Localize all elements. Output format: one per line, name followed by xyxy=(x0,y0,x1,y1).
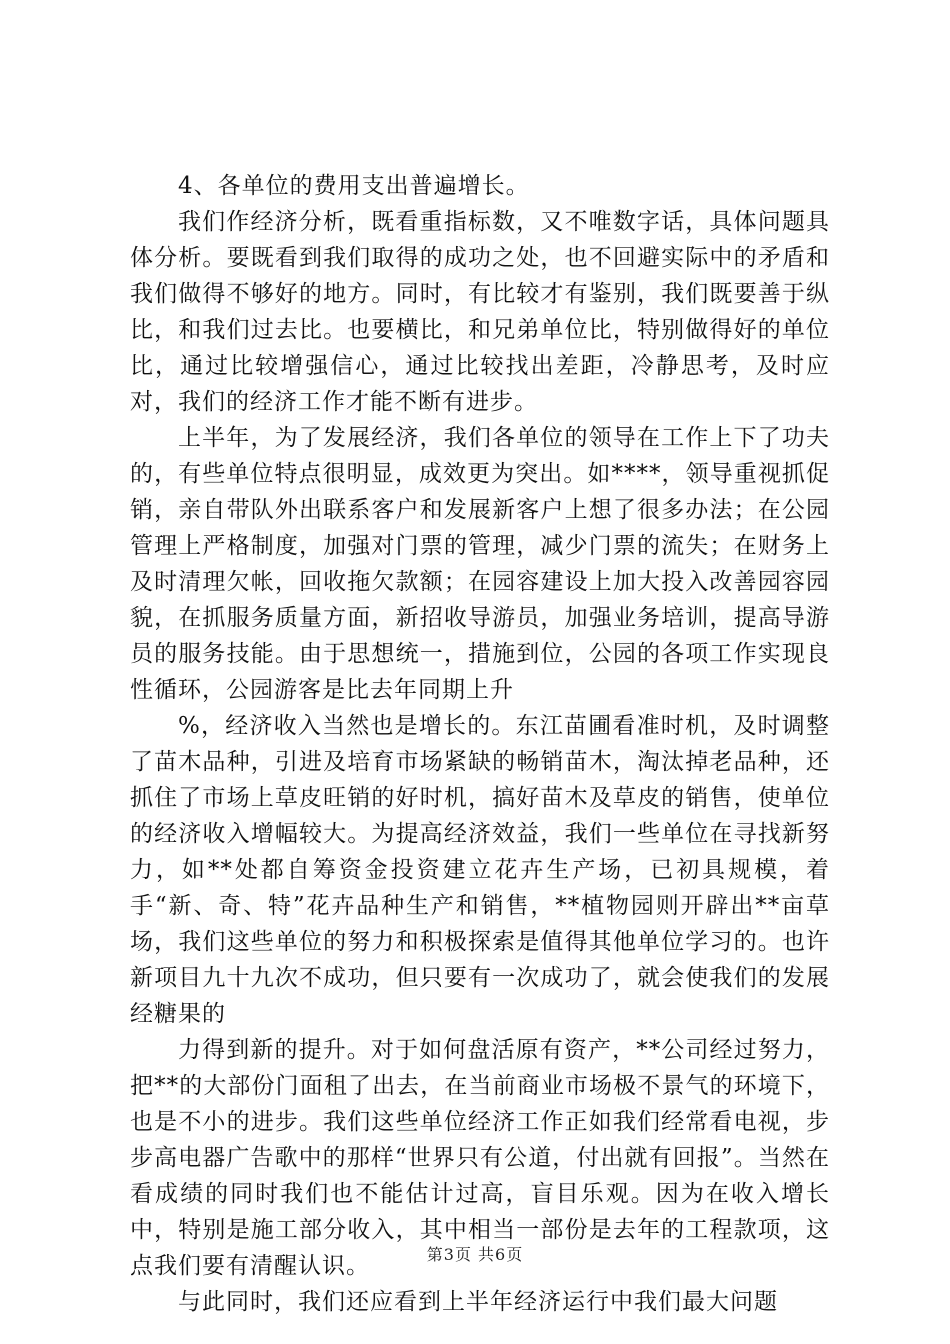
paragraph-heading-item-4: 4、各单位的费用支出普遍增长。 xyxy=(178,173,530,199)
paragraph-analysis-approach: 我们作经济分析，既看重指标数，又不唯数字话，具体问题具体分析。要既看到我们取得的成功之处，也不回避实际中的矛盾和我们做得不够好的地方。同时，有比较才有鉴别，我们既要善于纵比，和我们过去比。也要横比，和兄弟单位比，特别做得好的单位比，通过比较增强信心，通过比较找出差距，冷静思考，及时应对，我们的经济工作才能不断有进步。 xyxy=(130,209,830,415)
page-number-footer: 第3页 共6页 xyxy=(426,1245,524,1264)
paragraph-first-half-achievements: 上半年，为了发展经济，我们各单位的领导在工作上下了功夫的，有些单位特点很明显，成效更为突出。如****，领导重视抓促销，亲自带队外出联系客户和发展新客户上想了很多办法；在公园管理上严格制度，加强对门票的管理，减少门票的流失；在财务上及时清理欠帐，回收拖欠款额；在园容建设上加大投入改善园容园貌，在抓服务质量方面，新招收导游员，加强业务培训，提高导游员的服务技能。由于思想统一，措施到位，公园的各项工作实现良性循环，公园游客是比去年同期上升 xyxy=(130,425,830,703)
paragraph-asset-utilization: 力得到新的提升。对于如何盘活原有资产，**公司经过努力，把**的大部份门面租了出去，在当前商业市场极不景气的环境下，也是不小的进步。我们这些单位经济工作正如我们经常看电视，步步高电器广告歌中的那样“世界只有公道，付出就有回报”。当然在看成绩的同时我们也不能估计过高，盲目乐观。因为在收入增长中，特别是施工部分收入，其中相当一部份是去年的工程款项，这点我们要有清醒认识。 xyxy=(130,1037,830,1279)
document-body xyxy=(130,168,830,1320)
paragraph-income-growth: %，经济收入当然也是增长的。东江苗圃看准时机，及时调整了苗木品种，引进及培育市场紧缺的畅销苗木，淘汰掉老品种，还抓住了市场上草皮旺销的好时机，搞好苗木及草皮的销售，使单位的经济收入增幅较大。为提高经济效益，我们一些单位在寻找新努力，如**处都自筹资金投资建立花卉生产场，已初具规模，着手“新、奇、特”花卉品种生产和销售，**植物园则开辟出**亩草场，我们这些单位的努力和积极探索是值得其他单位学习的。也许新项目九十九次不成功，但只要有一次成功了，就会使我们的发展经糖果的 xyxy=(130,713,830,1027)
paragraph-problems-intro: 与此同时，我们还应看到上半年经济运行中我们最大问题 xyxy=(178,1289,778,1315)
